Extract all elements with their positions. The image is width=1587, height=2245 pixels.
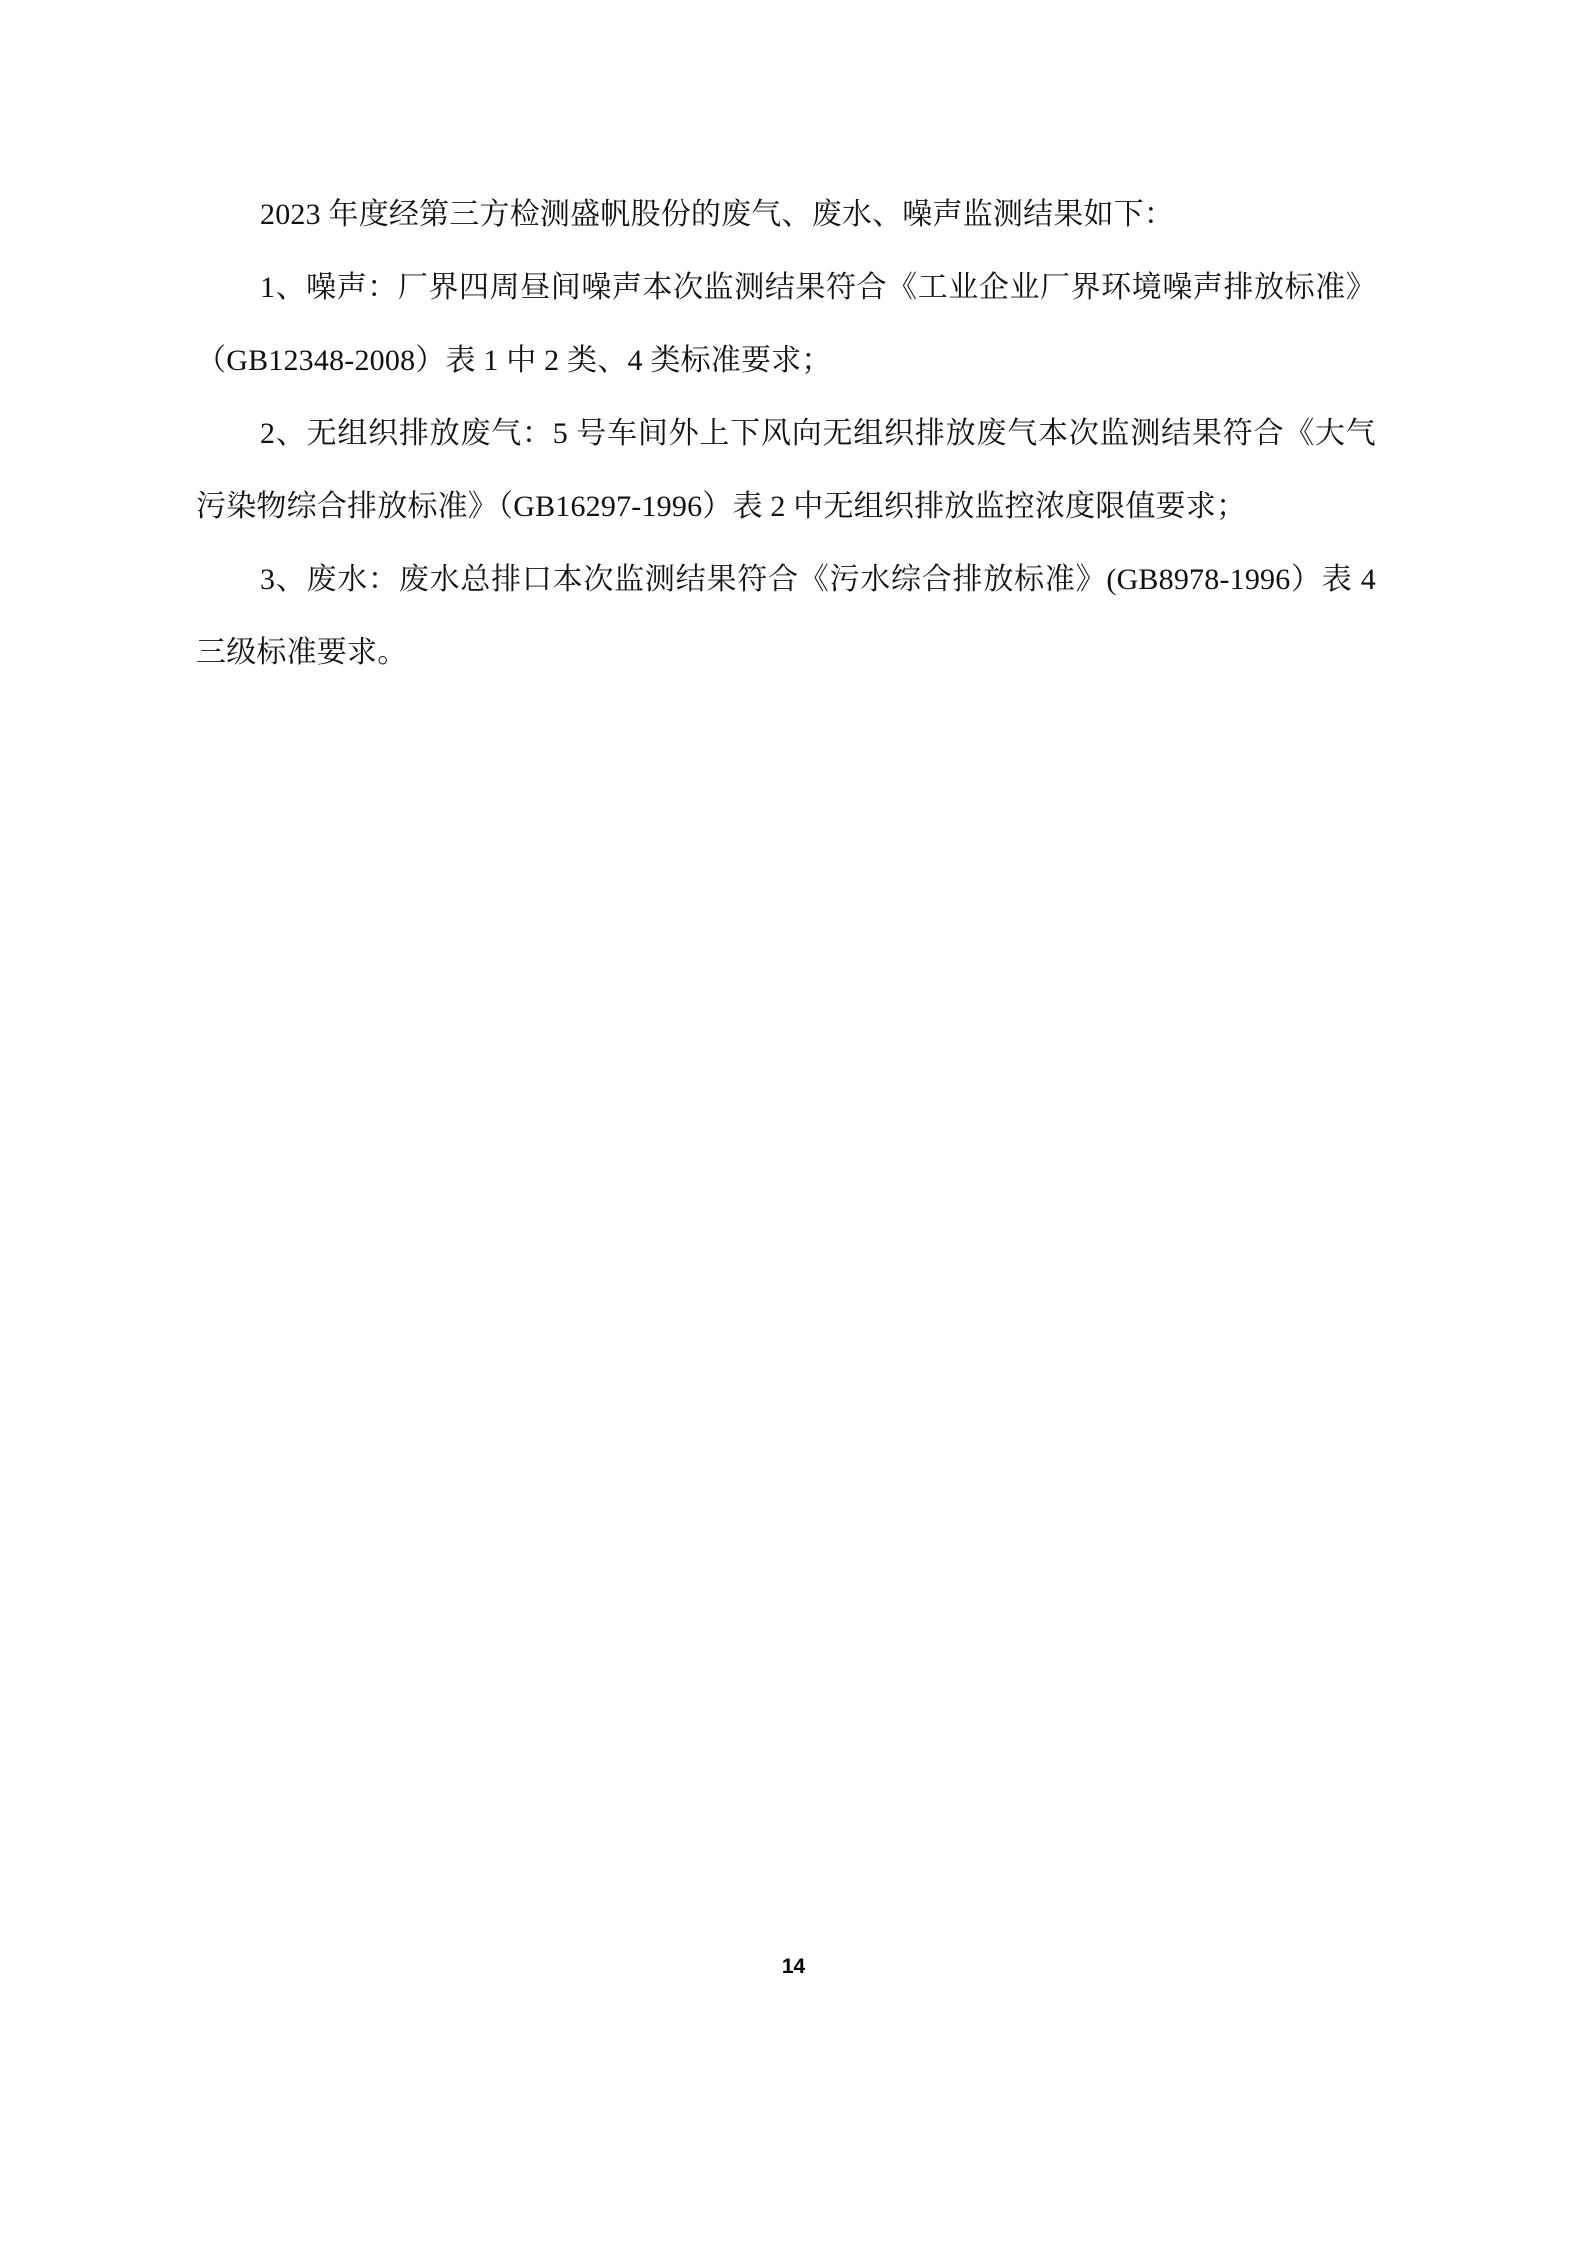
paragraph-item-waste-gas: 2、无组织排放废气：5 号车间外上下风向无组织排放废气本次监测结果符合《大气污染物综合排放标准》（GB16297-1996）表 2 中无组织排放监控浓度限值要求； <box>196 417 1376 523</box>
paragraph-intro: 2023 年度经第三方检测盛帆股份的废气、废水、噪声监测结果如下： <box>260 198 1175 231</box>
paragraph-item-noise: 1、噪声：厂界四周昼间噪声本次监测结果符合《工业企业厂界环境噪声排放标准》（GB12348-2008）表 1 中 2 类、4 类标准要求； <box>196 271 1376 377</box>
document-body <box>196 178 1376 689</box>
page-number: 14 <box>781 1955 806 1978</box>
paragraph-item-waste-water: 3、废水：废水总排口本次监测结果符合《污水综合排放标准》(GB8978-1996）表 4 三级标准要求。 <box>196 563 1376 669</box>
